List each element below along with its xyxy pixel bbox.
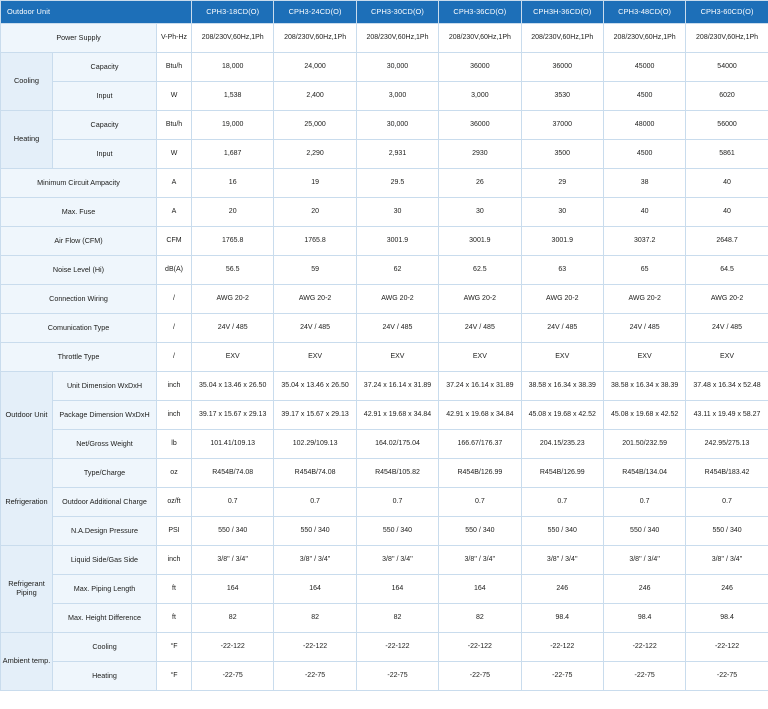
cell: 4500 <box>603 82 685 111</box>
cell: 42.91 x 19.68 x 34.84 <box>356 401 438 430</box>
cell: 246 <box>686 575 768 604</box>
cell: 1,538 <box>192 82 274 111</box>
table-row <box>1 198 768 227</box>
table-row <box>1 140 768 169</box>
cell: 3/8'' / 3/4'' <box>356 546 438 575</box>
row-unit: A <box>157 169 192 198</box>
cell: 24V / 485 <box>686 314 768 343</box>
cell: 36000 <box>521 53 603 82</box>
table-row <box>1 401 768 430</box>
table-row <box>1 111 768 140</box>
cell: AWG 20-2 <box>356 285 438 314</box>
cell: 19,000 <box>192 111 274 140</box>
cell: 25,000 <box>274 111 356 140</box>
cell: 54000 <box>686 53 768 82</box>
cell: 29.5 <box>356 169 438 198</box>
cell: 26 <box>439 169 521 198</box>
cell: 3,000 <box>356 82 438 111</box>
cell: 16 <box>192 169 274 198</box>
cell: AWG 20-2 <box>439 285 521 314</box>
cell: 242.95/275.13 <box>686 430 768 459</box>
table-row <box>1 459 768 488</box>
cell: R454B/105.82 <box>356 459 438 488</box>
cell: 42.91 x 19.68 x 34.84 <box>439 401 521 430</box>
cell: 30 <box>521 198 603 227</box>
table-row <box>1 430 768 459</box>
cell: 38.58 x 16.34 x 38.39 <box>521 372 603 401</box>
row-label: Air Flow (CFM) <box>1 227 157 256</box>
cell: 3,000 <box>439 82 521 111</box>
cell: -22-75 <box>439 662 521 691</box>
cell: 2,290 <box>274 140 356 169</box>
row-unit: oz <box>157 459 192 488</box>
cell: 0.7 <box>274 488 356 517</box>
row-label: Capacity <box>53 53 157 82</box>
table-row <box>1 24 768 53</box>
cell: EXV <box>686 343 768 372</box>
row-label: Heating <box>53 662 157 691</box>
cell: EXV <box>356 343 438 372</box>
cell: 64.5 <box>686 256 768 285</box>
cell: 45000 <box>603 53 685 82</box>
row-label: Package Dimension WxDxH <box>53 401 157 430</box>
cell: 30 <box>439 198 521 227</box>
row-unit: CFM <box>157 227 192 256</box>
cell: 1,687 <box>192 140 274 169</box>
cell: -22-75 <box>686 662 768 691</box>
cell: 0.7 <box>192 488 274 517</box>
cell: 201.50/232.59 <box>603 430 685 459</box>
cell: 48000 <box>603 111 685 140</box>
table-row <box>1 633 768 662</box>
cell: 3/8'' / 3/4'' <box>439 546 521 575</box>
table-row <box>1 53 768 82</box>
cell: 550 / 340 <box>686 517 768 546</box>
cell: 24V / 485 <box>274 314 356 343</box>
cell: 24,000 <box>274 53 356 82</box>
cell: 39.17 x 15.67 x 29.13 <box>192 401 274 430</box>
header-model-4: CPH3H-36CD(O) <box>521 1 603 24</box>
cell: 37.24 x 16.14 x 31.89 <box>439 372 521 401</box>
cell: 40 <box>603 198 685 227</box>
cell: 2930 <box>439 140 521 169</box>
cell: EXV <box>274 343 356 372</box>
row-unit: / <box>157 314 192 343</box>
cell: 208/230V,60Hz,1Ph <box>274 24 356 53</box>
cell: AWG 20-2 <box>603 285 685 314</box>
header-model-1: CPH3-24CD(O) <box>274 1 356 24</box>
row-unit: inch <box>157 372 192 401</box>
table-row <box>1 546 768 575</box>
cell: 3/8'' / 3/4'' <box>274 546 356 575</box>
group-label-cooling: Cooling <box>1 53 53 111</box>
cell: 65 <box>603 256 685 285</box>
row-label: Outdoor Additional Charge <box>53 488 157 517</box>
cell: 550 / 340 <box>521 517 603 546</box>
row-label: Input <box>53 140 157 169</box>
cell: 208/230V,60Hz,1Ph <box>192 24 274 53</box>
table-body <box>1 24 768 691</box>
cell: R454B/134.04 <box>603 459 685 488</box>
header-model-6: CPH3-60CD(O) <box>686 1 768 24</box>
cell: 24V / 485 <box>439 314 521 343</box>
row-unit: / <box>157 285 192 314</box>
row-unit: inch <box>157 401 192 430</box>
row-unit: oz/ft <box>157 488 192 517</box>
cell: -22-75 <box>274 662 356 691</box>
cell: 62.5 <box>439 256 521 285</box>
row-label: Comunication Type <box>1 314 157 343</box>
cell: 36000 <box>439 111 521 140</box>
cell: 24V / 485 <box>603 314 685 343</box>
cell: -22-122 <box>274 633 356 662</box>
cell: 208/230V,60Hz,1Ph <box>439 24 521 53</box>
cell: 246 <box>521 575 603 604</box>
table-row <box>1 517 768 546</box>
header-title: Outdoor Unit <box>1 1 192 24</box>
cell: -22-75 <box>192 662 274 691</box>
table-header-row <box>1 1 768 24</box>
row-unit: V-Ph-Hz <box>157 24 192 53</box>
row-label: Max. Fuse <box>1 198 157 227</box>
row-label: Unit Dimension WxDxH <box>53 372 157 401</box>
cell: 39.17 x 15.67 x 29.13 <box>274 401 356 430</box>
row-unit: Btu/h <box>157 111 192 140</box>
cell: -22-122 <box>603 633 685 662</box>
cell: 3001.9 <box>521 227 603 256</box>
cell: 59 <box>274 256 356 285</box>
cell: 550 / 340 <box>603 517 685 546</box>
cell: 36000 <box>439 53 521 82</box>
cell: 5861 <box>686 140 768 169</box>
cell: 98.4 <box>603 604 685 633</box>
cell: EXV <box>439 343 521 372</box>
row-label: Throttle Type <box>1 343 157 372</box>
cell: 204.15/235.23 <box>521 430 603 459</box>
cell: -22-122 <box>439 633 521 662</box>
cell: 82 <box>274 604 356 633</box>
table-row <box>1 256 768 285</box>
header-model-3: CPH3-36CD(O) <box>439 1 521 24</box>
row-unit: PSI <box>157 517 192 546</box>
cell: 82 <box>439 604 521 633</box>
cell: 62 <box>356 256 438 285</box>
cell: 82 <box>192 604 274 633</box>
row-unit: °F <box>157 662 192 691</box>
cell: 0.7 <box>439 488 521 517</box>
cell: 166.67/176.37 <box>439 430 521 459</box>
cell: 30 <box>356 198 438 227</box>
cell: 63 <box>521 256 603 285</box>
cell: 37000 <box>521 111 603 140</box>
cell: -22-122 <box>521 633 603 662</box>
row-unit: A <box>157 198 192 227</box>
cell: R454B/126.99 <box>521 459 603 488</box>
cell: 208/230V,60Hz,1Ph <box>356 24 438 53</box>
cell: 101.41/109.13 <box>192 430 274 459</box>
cell: 164.02/175.04 <box>356 430 438 459</box>
cell: 18,000 <box>192 53 274 82</box>
row-unit: inch <box>157 546 192 575</box>
cell: -22-122 <box>686 633 768 662</box>
cell: 0.7 <box>356 488 438 517</box>
row-label: Liquid Side/Gas Side <box>53 546 157 575</box>
cell: 246 <box>603 575 685 604</box>
cell: 3001.9 <box>356 227 438 256</box>
cell: 0.7 <box>686 488 768 517</box>
table-row <box>1 372 768 401</box>
cell: AWG 20-2 <box>274 285 356 314</box>
row-unit: / <box>157 343 192 372</box>
cell: 24V / 485 <box>192 314 274 343</box>
cell: 1765.8 <box>274 227 356 256</box>
row-unit: ft <box>157 604 192 633</box>
table-row <box>1 82 768 111</box>
cell: EXV <box>192 343 274 372</box>
row-label: Power Supply <box>1 24 157 53</box>
table-row <box>1 314 768 343</box>
row-unit: W <box>157 140 192 169</box>
cell: 2,931 <box>356 140 438 169</box>
cell: R454B/74.08 <box>274 459 356 488</box>
row-label: Type/Charge <box>53 459 157 488</box>
row-label: Cooling <box>53 633 157 662</box>
header-model-2: CPH3-30CD(O) <box>356 1 438 24</box>
table-row <box>1 169 768 198</box>
cell: 98.4 <box>686 604 768 633</box>
cell: 6020 <box>686 82 768 111</box>
row-unit: lb <box>157 430 192 459</box>
cell: 208/230V,60Hz,1Ph <box>603 24 685 53</box>
row-unit: W <box>157 82 192 111</box>
cell: EXV <box>603 343 685 372</box>
cell: 164 <box>192 575 274 604</box>
row-unit: Btu/h <box>157 53 192 82</box>
row-label: Noise Level (Hi) <box>1 256 157 285</box>
row-unit: dB(A) <box>157 256 192 285</box>
row-label: Max. Piping Length <box>53 575 157 604</box>
cell: 56000 <box>686 111 768 140</box>
cell: 29 <box>521 169 603 198</box>
cell: 30,000 <box>356 111 438 140</box>
cell: 40 <box>686 169 768 198</box>
cell: 37.24 x 16.14 x 31.89 <box>356 372 438 401</box>
cell: -22-75 <box>356 662 438 691</box>
cell: 3500 <box>521 140 603 169</box>
row-label: Capacity <box>53 111 157 140</box>
cell: 3/8'' / 3/4'' <box>192 546 274 575</box>
cell: 20 <box>192 198 274 227</box>
cell: 102.29/109.13 <box>274 430 356 459</box>
row-label: Minimum Circuit Ampacity <box>1 169 157 198</box>
cell: 164 <box>356 575 438 604</box>
cell: 43.11 x 19.49 x 58.27 <box>686 401 768 430</box>
cell: 35.04 x 13.46 x 26.50 <box>274 372 356 401</box>
cell: 19 <box>274 169 356 198</box>
cell: 24V / 485 <box>356 314 438 343</box>
cell: R454B/183.42 <box>686 459 768 488</box>
cell: 2648.7 <box>686 227 768 256</box>
table-row <box>1 604 768 633</box>
cell: 37.48 x 16.34 x 52.48 <box>686 372 768 401</box>
cell: AWG 20-2 <box>521 285 603 314</box>
table-row <box>1 662 768 691</box>
cell: 45.08 x 19.68 x 42.52 <box>521 401 603 430</box>
cell: -22-75 <box>521 662 603 691</box>
cell: 550 / 340 <box>274 517 356 546</box>
cell: 2,400 <box>274 82 356 111</box>
cell: 38.58 x 16.34 x 38.39 <box>603 372 685 401</box>
cell: EXV <box>521 343 603 372</box>
cell: 0.7 <box>521 488 603 517</box>
table-row <box>1 575 768 604</box>
cell: 3530 <box>521 82 603 111</box>
cell: 0.7 <box>603 488 685 517</box>
header-model-5: CPH3-48CD(O) <box>603 1 685 24</box>
cell: 20 <box>274 198 356 227</box>
cell: 4500 <box>603 140 685 169</box>
row-label: N.A.Design Pressure <box>53 517 157 546</box>
cell: 3/8'' / 3/4'' <box>686 546 768 575</box>
cell: 164 <box>439 575 521 604</box>
cell: 35.04 x 13.46 x 26.50 <box>192 372 274 401</box>
table-row <box>1 343 768 372</box>
cell: 164 <box>274 575 356 604</box>
cell: 3037.2 <box>603 227 685 256</box>
header-model-0: CPH3-18CD(O) <box>192 1 274 24</box>
cell: -22-75 <box>603 662 685 691</box>
row-label: Connection Wiring <box>1 285 157 314</box>
cell: 3001.9 <box>439 227 521 256</box>
group-label-refrigeration: Refrigeration <box>1 459 53 546</box>
group-label-outdoor-unit: Outdoor Unit <box>1 372 53 459</box>
cell: 208/230V,60Hz,1Ph <box>686 24 768 53</box>
cell: 40 <box>686 198 768 227</box>
table-row <box>1 285 768 314</box>
row-label: Net/Gross Weight <box>53 430 157 459</box>
cell: 82 <box>356 604 438 633</box>
row-label: Max. Height Difference <box>53 604 157 633</box>
row-unit: ft <box>157 575 192 604</box>
row-label: Input <box>53 82 157 111</box>
table-row <box>1 227 768 256</box>
group-label-ambient-temp: Ambient temp. <box>1 633 53 691</box>
cell: 56.5 <box>192 256 274 285</box>
cell: 3/8'' / 3/4'' <box>603 546 685 575</box>
group-label-heating: Heating <box>1 111 53 169</box>
cell: 550 / 340 <box>439 517 521 546</box>
cell: 30,000 <box>356 53 438 82</box>
cell: -22-122 <box>192 633 274 662</box>
cell: 24V / 485 <box>521 314 603 343</box>
row-unit: °F <box>157 633 192 662</box>
cell: AWG 20-2 <box>686 285 768 314</box>
cell: 1765.8 <box>192 227 274 256</box>
cell: 550 / 340 <box>356 517 438 546</box>
cell: 98.4 <box>521 604 603 633</box>
cell: 38 <box>603 169 685 198</box>
group-label-refrigerant-piping: Refrigerant Piping <box>1 546 53 633</box>
cell: R454B/74.08 <box>192 459 274 488</box>
cell: 45.08 x 19.68 x 42.52 <box>603 401 685 430</box>
cell: -22-122 <box>356 633 438 662</box>
cell: 550 / 340 <box>192 517 274 546</box>
cell: AWG 20-2 <box>192 285 274 314</box>
cell: 3/8'' / 3/4'' <box>521 546 603 575</box>
cell: R454B/126.99 <box>439 459 521 488</box>
cell: 208/230V,60Hz,1Ph <box>521 24 603 53</box>
table-row <box>1 488 768 517</box>
